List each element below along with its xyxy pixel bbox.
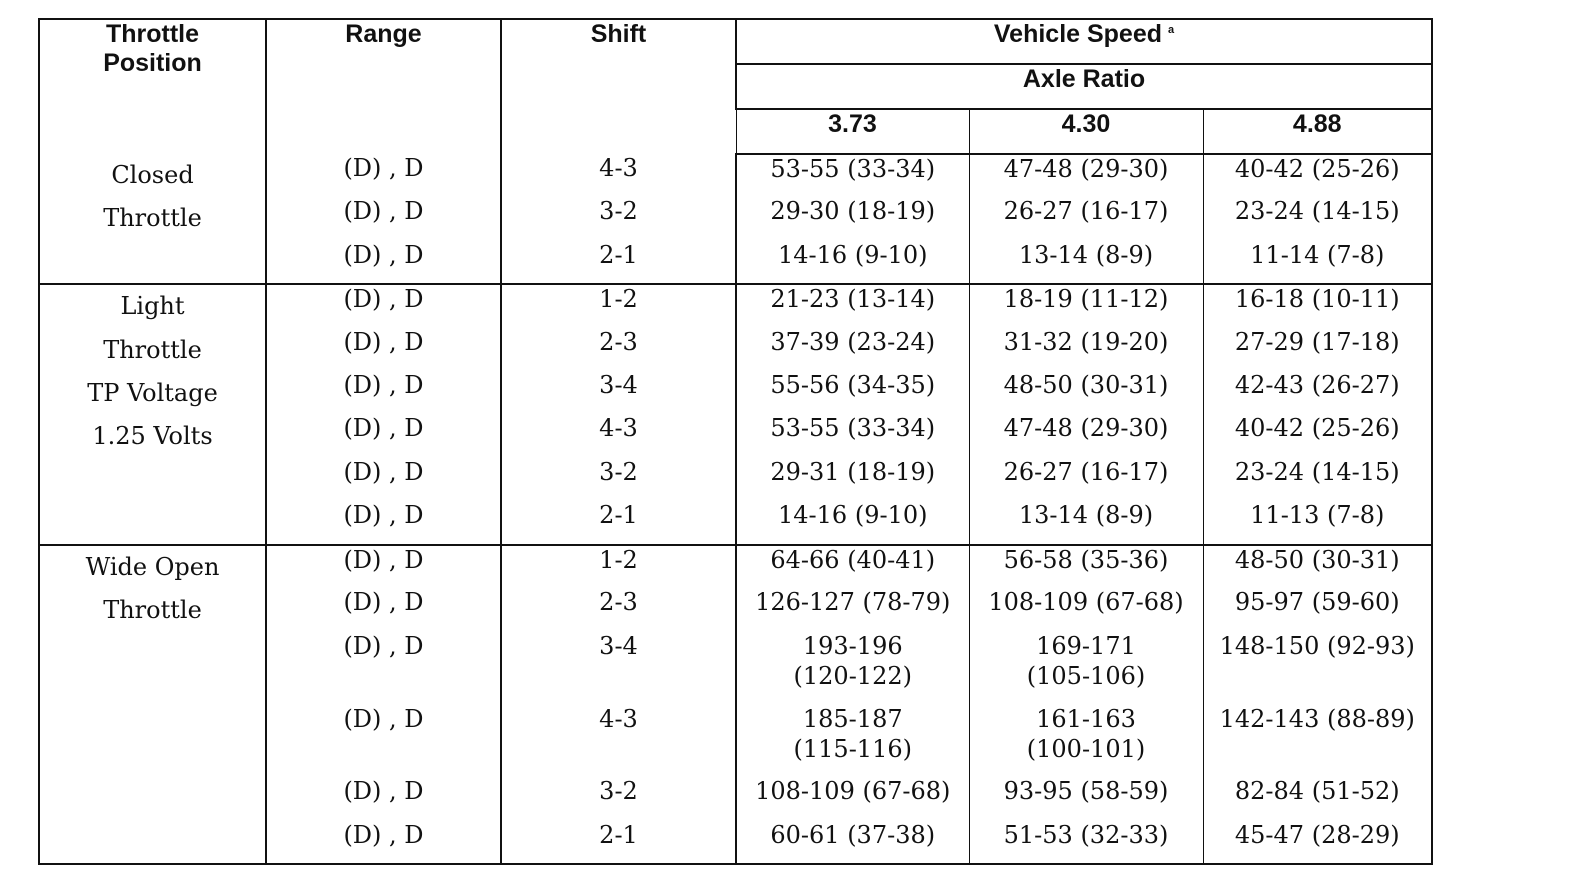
speed-373-cell: 108-109 (67-68) <box>736 777 969 820</box>
shift-cell: 1-2 <box>501 284 736 327</box>
speed-430-cell: 48-50 (30-31) <box>969 371 1203 414</box>
header-ratio-430: 4.30 <box>969 109 1203 154</box>
range-cell: (D) , D <box>266 704 501 777</box>
speed-373-cell: 14-16 (9-10) <box>736 241 969 284</box>
speed-430-cell: 47-48 (29-30) <box>969 414 1203 457</box>
header-ratio-488: 4.88 <box>1203 109 1432 154</box>
header-shift: Shift <box>590 20 647 48</box>
speed-373-cell: 185-187 (115-116) <box>736 704 969 777</box>
speed-373-cell: 60-61 (37-38) <box>736 821 969 864</box>
shift-cell: 1-2 <box>501 545 736 588</box>
vehicle-speed-footnote-mark: a <box>1168 23 1175 36</box>
speed-430-cell: 26-27 (16-17) <box>969 197 1203 240</box>
speed-430-cell: 18-19 (11-12) <box>969 284 1203 327</box>
speed-430-cell: 31-32 (19-20) <box>969 328 1203 371</box>
speed-430-cell: 51-53 (32-33) <box>969 821 1203 864</box>
speed-373-cell: 29-30 (18-19) <box>736 197 969 240</box>
speed-488-cell: 11-14 (7-8) <box>1203 241 1432 284</box>
speed-373-cell: 64-66 (40-41) <box>736 545 969 588</box>
speed-373-cell: 55-56 (34-35) <box>736 371 969 414</box>
shift-speed-table <box>38 18 1433 865</box>
header-throttle-line1: Throttle <box>105 20 200 48</box>
shift-cell: 4-3 <box>599 414 638 443</box>
speed-430-cell: 161-163 (100-101) <box>969 704 1203 777</box>
speed-488-cell: 23-24 (14-15) <box>1203 458 1432 501</box>
shift-cell: 3-4 <box>599 632 638 661</box>
vehicle-speed-label: Vehicle Speed <box>993 20 1163 48</box>
shift-cell: 2-1 <box>599 820 638 849</box>
speed-488-cell: 23-24 (14-15) <box>1203 197 1432 240</box>
speed-488-cell: 82-84 (51-52) <box>1203 777 1432 820</box>
table-body <box>39 154 1432 864</box>
range-cell: (D) , D <box>266 371 501 414</box>
range-cell: (D) , D <box>266 284 501 327</box>
table-row <box>39 154 1432 197</box>
shift-cell: 2-1 <box>599 501 638 530</box>
speed-373-cell: 37-39 (23-24) <box>736 328 969 371</box>
speed-488-cell: 42-43 (26-27) <box>1203 371 1432 414</box>
shift-cell: 2-3 <box>599 587 638 616</box>
shift-cell: 3-2 <box>599 457 638 486</box>
speed-373-cell: 126-127 (78-79) <box>736 588 969 631</box>
throttle-position-line: Wide Open <box>85 552 220 581</box>
speed-430-cell: 26-27 (16-17) <box>969 458 1203 501</box>
speed-488-cell: 48-50 (30-31) <box>1203 545 1432 588</box>
speed-488-cell: 142-143 (88-89) <box>1203 704 1432 777</box>
speed-373-cell: 53-55 (33-34) <box>736 414 969 457</box>
throttle-position-line: Light <box>120 292 185 321</box>
range-cell: (D) , D <box>266 197 501 240</box>
range-cell: (D) , D <box>266 545 501 588</box>
speed-373-cell: 21-23 (13-14) <box>736 284 969 327</box>
throttle-position-line: Throttle <box>103 204 202 233</box>
throttle-position-cell <box>39 154 266 284</box>
speed-488-cell: 45-47 (28-29) <box>1203 821 1432 864</box>
shift-cell: 4-3 <box>599 705 638 734</box>
speed-430-cell: 13-14 (8-9) <box>969 241 1203 284</box>
range-cell: (D) , D <box>266 154 501 197</box>
range-cell: (D) , D <box>266 458 501 501</box>
speed-488-cell: 148-150 (92-93) <box>1203 631 1432 704</box>
throttle-position-line: Closed <box>111 161 194 189</box>
header-axle-ratio: Axle Ratio <box>736 64 1432 109</box>
shift-cell: 3-2 <box>599 777 638 806</box>
throttle-position-cell <box>39 545 266 865</box>
throttle-position-line: Throttle <box>103 595 202 624</box>
range-cell: (D) , D <box>266 328 501 371</box>
speed-488-cell: 11-13 (7-8) <box>1203 501 1432 544</box>
speed-430-cell: 169-171 (105-106) <box>969 631 1203 704</box>
header-range: Range <box>266 19 501 154</box>
speed-430-cell: 93-95 (58-59) <box>969 777 1203 820</box>
range-cell: (D) , D <box>266 588 501 631</box>
speed-430-cell: 56-58 (35-36) <box>969 545 1203 588</box>
shift-cell: 4-3 <box>599 154 638 182</box>
range-cell: (D) , D <box>266 777 501 820</box>
shift-cell: 2-1 <box>599 240 638 269</box>
header-ratio-373: 3.73 <box>736 109 969 154</box>
table-row <box>39 545 1432 588</box>
speed-488-cell: 40-42 (25-26) <box>1203 414 1432 457</box>
range-cell: (D) , D <box>266 414 501 457</box>
throttle-position-cell <box>39 284 266 544</box>
speed-488-cell: 95-97 (59-60) <box>1203 588 1432 631</box>
speed-373-cell: 14-16 (9-10) <box>736 501 969 544</box>
header-throttle-line2: Position <box>103 49 202 77</box>
shift-cell: 3-2 <box>599 197 638 226</box>
range-cell: (D) , D <box>266 241 501 284</box>
throttle-position-line: Throttle <box>103 335 202 364</box>
range-cell: (D) , D <box>266 631 501 704</box>
header-throttle-position <box>39 19 266 154</box>
speed-430-cell: 108-109 (67-68) <box>969 588 1203 631</box>
range-cell: (D) , D <box>266 821 501 864</box>
table-row <box>39 284 1432 327</box>
speed-430-cell: 47-48 (29-30) <box>969 154 1203 197</box>
speed-373-cell: 29-31 (18-19) <box>736 458 969 501</box>
throttle-position-line: 1.25 Volts <box>92 422 213 451</box>
header-vehicle-speed <box>736 19 1432 64</box>
shift-cell: 3-4 <box>599 370 638 399</box>
throttle-position-line: TP Voltage <box>87 378 218 407</box>
speed-373-cell: 53-55 (33-34) <box>736 154 969 197</box>
speed-373-cell: 193-196 (120-122) <box>736 631 969 704</box>
speed-430-cell: 13-14 (8-9) <box>969 501 1203 544</box>
range-cell: (D) , D <box>266 501 501 544</box>
shift-cell: 2-3 <box>599 327 638 356</box>
speed-488-cell: 27-29 (17-18) <box>1203 328 1432 371</box>
speed-488-cell: 40-42 (25-26) <box>1203 154 1432 197</box>
speed-488-cell: 16-18 (10-11) <box>1203 284 1432 327</box>
